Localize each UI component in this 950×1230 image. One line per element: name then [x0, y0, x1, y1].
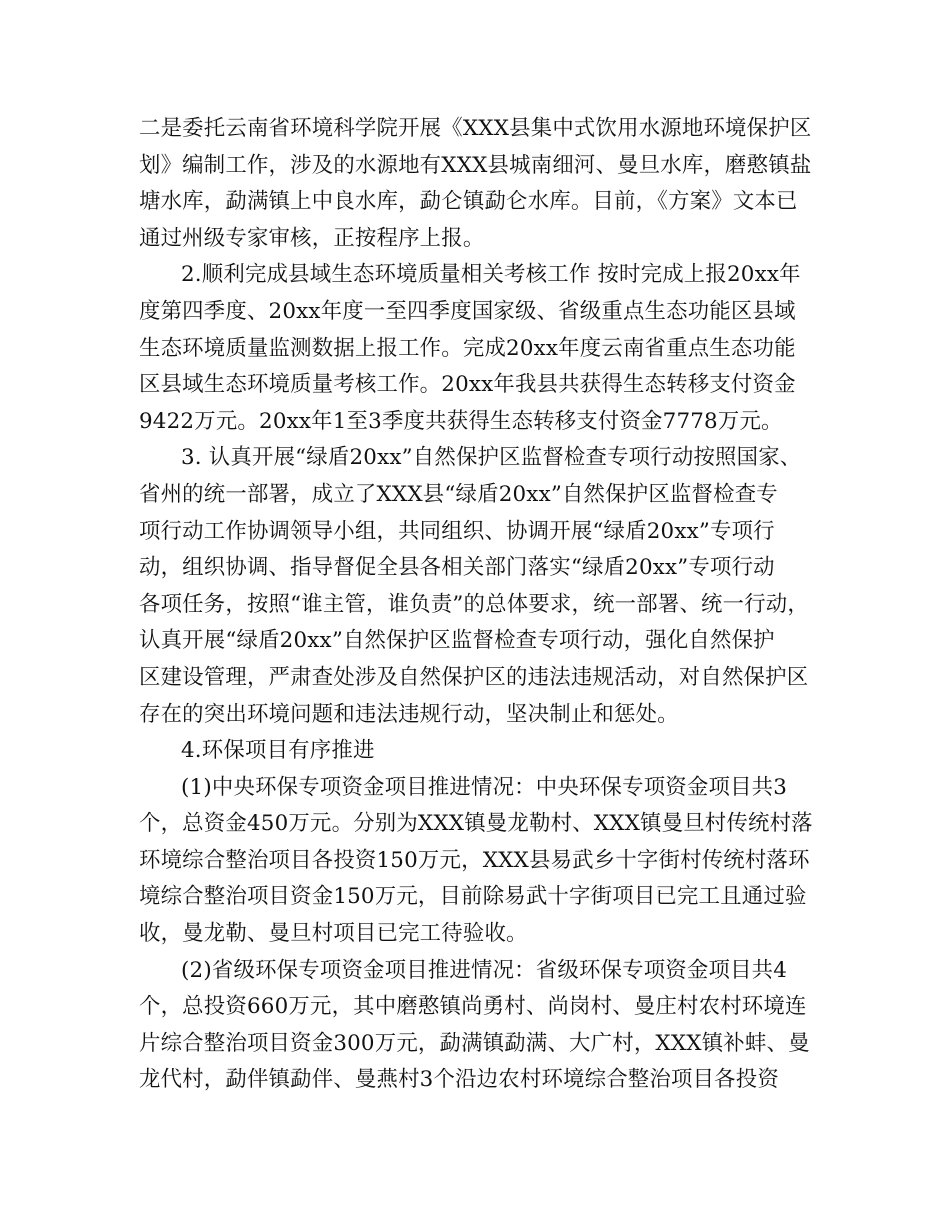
text-line: 认真开展“绿盾20xx”自然保护区监督检查专项行动，强化自然保护 — [139, 628, 775, 654]
text-line: 划》编制工作，涉及的水源地有XXX县城南细河、曼旦水库，磨憨镇盐 — [139, 152, 812, 178]
subsection-heading-1: (1)中央环保专项资金项目推进情况：中央环保专项资金项目共3 — [181, 774, 788, 800]
text-line: 存在的突出环境问题和违法违规行动，坚决制止和惩处。 — [139, 701, 679, 727]
text-line: 动，组织协调、指导督促全县各相关部门落实“绿盾20xx”专项行动 — [139, 555, 775, 581]
text-line: 生态环境质量监测数据上报工作。完成20xx年度云南省重点生态功能 — [139, 335, 796, 361]
section-heading-3: 3. 认真开展“绿盾20xx”自然保护区监督检查专项行动按照国家、 — [181, 445, 802, 471]
text-line: 区县域生态环境质量考核工作。20xx年我县共获得生态转移支付资金 — [139, 372, 796, 398]
text-line: 收，曼龙勒、曼旦村项目已完工待验收。 — [139, 921, 528, 947]
text-line: 各项任务，按照“谁主管，谁负责”的总体要求，统一部署、统一行动， — [139, 591, 809, 617]
document-body — [139, 111, 819, 1099]
text-line: 省州的统一部署，成立了XXX县“绿盾20xx”自然保护区监督检查专 — [139, 481, 778, 507]
text-line: 二是委托云南省环境科学院开展《XXX县集中式饮用水源地环境保护区 — [139, 116, 812, 141]
section-heading-4: 4.环保项目有序推进 — [181, 738, 375, 764]
text-line: 个，总资金450万元。分别为XXX镇曼龙勒村、XXX镇曼旦村传统村落 — [139, 811, 813, 837]
subsection-heading-2: (2)省级环保专项资金项目推进情况：省级环保专项资金项目共4 — [181, 957, 788, 983]
text-line: 项行动工作协调领导小组，共同组织、协调开展“绿盾20xx”专项行 — [139, 518, 775, 544]
text-line: 个，总投资660万元，其中磨憨镇尚勇村、尚岗村、曼庄村农村环境连 — [139, 994, 807, 1020]
text-line: 区建设管理，严肃查处涉及自然保护区的违法违规活动，对自然保护区 — [139, 664, 809, 690]
text-line: 度第四季度、20xx年度一至四季度国家级、省级重点生态功能区县域 — [139, 298, 796, 324]
text-line: 片综合整治项目资金300万元，勐满镇勐满、大广村，XXX镇补蚌、曼 — [139, 1030, 810, 1056]
text-line: 龙代村，勐伴镇勐伴、曼燕村3个沿边农村环境综合整治项目各投资 — [139, 1067, 779, 1093]
text-line: 环境综合整治项目各投资150万元，XXX县易武乡十字街村传统村落环 — [139, 847, 810, 873]
text-line: 9422万元。20xx年1至3季度共获得生态转移支付资金7778万元。 — [139, 408, 783, 434]
text-line: 境综合整治项目资金150万元，目前除易武十字街项目已完工且通过验 — [139, 884, 807, 910]
text-line: 通过州级专家审核，正按程序上报。 — [139, 225, 485, 251]
text-line: 塘水库，勐满镇上中良水库，勐仑镇勐仑水库。目前，《方案》文本已 — [139, 189, 798, 215]
section-heading-2: 2.顺利完成县域生态环境质量相关考核工作 按时完成上报20xx年 — [181, 262, 801, 288]
